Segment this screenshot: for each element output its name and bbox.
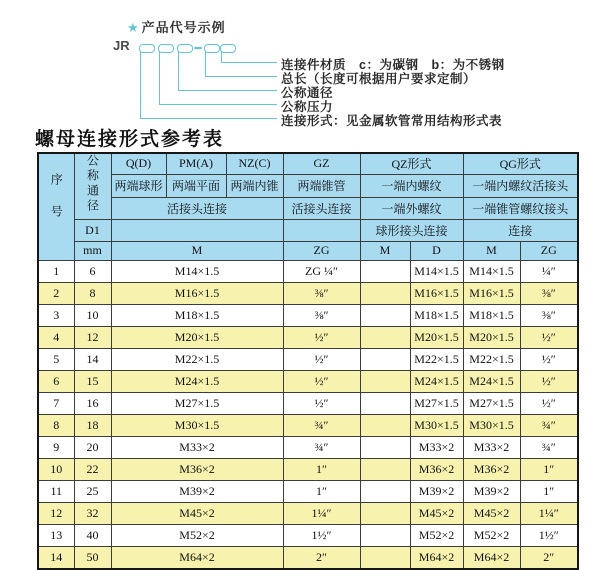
cell-nominal-diameter: 10 [74, 304, 111, 326]
cell-qg-zg: ⅜″ [520, 304, 578, 326]
cell-qz-d: M33×2 [410, 436, 463, 458]
cell-nominal-diameter: 50 [74, 546, 111, 569]
code-prefix: JR [113, 38, 130, 53]
cell-qz-d: M64×2 [410, 546, 463, 569]
table-row [38, 436, 578, 458]
header-qg-zg: ZG [520, 241, 578, 260]
header-qz-end2: 一端外螺纹 [360, 197, 463, 219]
cell-qz-m [360, 436, 410, 458]
header-nominal-diameter-text: 公称通径 [85, 154, 100, 215]
header-pm: PM(A) [166, 153, 226, 174]
header-empty-gz [283, 219, 360, 241]
label-connector-material: 连接件材质 c：为碳钢 b：为不锈钢 [281, 58, 505, 72]
cell-m-thread: M22×1.5 [111, 348, 283, 370]
cell-qg-m: M39×2 [463, 480, 520, 502]
label-total-length: 总长（长度可根据用户要求定制） [281, 72, 477, 86]
table-row [38, 348, 578, 370]
header-nz: NZ(C) [226, 153, 283, 174]
header-serial-text: 序号 [49, 172, 64, 237]
diagram-title [127, 17, 226, 36]
code-box-4 [204, 44, 220, 53]
table-row [38, 480, 578, 502]
connector-line [178, 90, 277, 91]
connector-line [178, 51, 179, 90]
cell-qg-m: M36×2 [463, 458, 520, 480]
connector-line [205, 51, 206, 76]
cell-qz-m [360, 304, 410, 326]
code-box-1 [139, 44, 155, 53]
header-union-connection: 活接头连接 [111, 197, 283, 219]
cell-nominal-diameter: 40 [74, 524, 111, 546]
header-d1: D1 [74, 219, 111, 241]
header-q: Q(D) [111, 153, 166, 174]
cell-nominal-diameter: 22 [74, 458, 111, 480]
header-pm-ends: 两端平面 [166, 174, 226, 197]
cell-nominal-diameter: 18 [74, 414, 111, 436]
cell-serial: 8 [38, 414, 74, 436]
cell-nominal-diameter: 25 [74, 480, 111, 502]
cell-qz-d: M22×1.5 [410, 348, 463, 370]
header-nz-ends: 两端内锥 [226, 174, 283, 197]
connector-line [159, 51, 160, 104]
cell-qg-m: M52×2 [463, 524, 520, 546]
cell-qg-m: M22×1.5 [463, 348, 520, 370]
cell-serial: 9 [38, 436, 74, 458]
header-row-1 [38, 153, 578, 174]
code-separator-dash [194, 47, 202, 49]
cell-qg-m: M14×1.5 [463, 260, 520, 282]
cell-qg-m: M33×2 [463, 436, 520, 458]
cell-qz-m [360, 546, 410, 569]
header-qz-end1: 一端内螺纹 [360, 174, 463, 197]
cell-qz-d: M16×1.5 [410, 282, 463, 304]
cell-qz-m [360, 348, 410, 370]
header-gz-zg: ZG [283, 241, 360, 260]
cell-qg-zg: 1″ [520, 480, 578, 502]
connector-line [140, 51, 141, 118]
cell-gz-zg: ¾″ [283, 436, 360, 458]
header-qz-connection: 球形接头连接 [360, 219, 463, 241]
cell-m-thread: M33×2 [111, 436, 283, 458]
star-icon: ★ [127, 20, 140, 35]
header-qg-connection: 连接 [463, 219, 578, 241]
cell-qz-m [360, 282, 410, 304]
cell-qg-zg: 1¼″ [520, 502, 578, 524]
table-row [38, 370, 578, 392]
cell-gz-zg: ⅜″ [283, 304, 360, 326]
cell-qz-d: M36×2 [410, 458, 463, 480]
cell-nominal-diameter: 6 [74, 260, 111, 282]
cell-qz-d: M20×1.5 [410, 326, 463, 348]
cell-qg-zg: 1½″ [520, 524, 578, 546]
cell-qz-d: M39×2 [410, 480, 463, 502]
header-gz: GZ [283, 153, 360, 174]
cell-gz-zg: 1″ [283, 480, 360, 502]
cell-qg-zg: ½″ [520, 326, 578, 348]
diagram-title-text: 产品代号示例 [141, 20, 226, 35]
table-row [38, 546, 578, 569]
cell-qg-m: M30×1.5 [463, 414, 520, 436]
connector-line [221, 62, 277, 63]
cell-m-thread: M16×1.5 [111, 282, 283, 304]
cell-qz-m [360, 326, 410, 348]
connector-line [140, 118, 277, 119]
cell-serial: 5 [38, 348, 74, 370]
cell-qg-m: M18×1.5 [463, 304, 520, 326]
header-m-span: M [111, 241, 283, 260]
cell-m-thread: M64×2 [111, 546, 283, 569]
cell-gz-zg: 1¼″ [283, 502, 360, 524]
table-row [38, 524, 578, 546]
header-q-ends: 两端球形 [111, 174, 166, 197]
connector-line [159, 104, 277, 105]
cell-qg-m: M45×2 [463, 502, 520, 524]
header-qg-end2: 一端锥管螺纹接头 [463, 197, 578, 219]
table-row [38, 282, 578, 304]
cell-nominal-diameter: 8 [74, 282, 111, 304]
label-connection-form: 连接形式：见金属软管常用结构形式表 [281, 114, 503, 128]
cell-nominal-diameter: 12 [74, 326, 111, 348]
connector-line [221, 51, 222, 62]
cell-gz-zg: 1″ [283, 458, 360, 480]
label-nominal-diameter: 公称通径 [281, 86, 334, 100]
cell-qg-m: M64×2 [463, 546, 520, 569]
table-row [38, 260, 578, 282]
header-row-4 [38, 219, 578, 241]
cell-serial: 1 [38, 260, 74, 282]
cell-nominal-diameter: 15 [74, 370, 111, 392]
cell-m-thread: M20×1.5 [111, 326, 283, 348]
cell-gz-zg: ½″ [283, 392, 360, 414]
header-gz-ends: 两端锥管 [283, 174, 360, 197]
cell-serial: 10 [38, 458, 74, 480]
cell-m-thread: M30×1.5 [111, 414, 283, 436]
table-header [38, 153, 578, 260]
cell-serial: 14 [38, 546, 74, 569]
nut-connection-table [37, 152, 579, 570]
cell-qg-zg: ¾″ [520, 436, 578, 458]
cell-m-thread: M27×1.5 [111, 392, 283, 414]
cell-qg-zg: ½″ [520, 370, 578, 392]
cell-gz-zg: ⅜″ [283, 282, 360, 304]
cell-gz-zg: ½″ [283, 326, 360, 348]
cell-qg-zg: ½″ [520, 348, 578, 370]
cell-nominal-diameter: 20 [74, 436, 111, 458]
cell-gz-zg: ½″ [283, 348, 360, 370]
cell-qg-zg: ⅜″ [520, 282, 578, 304]
cell-nominal-diameter: 16 [74, 392, 111, 414]
cell-qz-m [360, 502, 410, 524]
cell-qz-m [360, 480, 410, 502]
header-unit-mm: mm [74, 241, 111, 260]
cell-serial: 12 [38, 502, 74, 524]
cell-serial: 3 [38, 304, 74, 326]
cell-gz-zg: ZG ¼″ [283, 260, 360, 282]
cell-serial: 6 [38, 370, 74, 392]
cell-qz-m [360, 458, 410, 480]
header-qg-end1: 一端内螺纹活接头 [463, 174, 578, 197]
cell-gz-zg: 2″ [283, 546, 360, 569]
header-qg-m: M [463, 241, 520, 260]
cell-serial: 13 [38, 524, 74, 546]
cell-serial: 4 [38, 326, 74, 348]
table-row [38, 326, 578, 348]
cell-m-thread: M36×2 [111, 458, 283, 480]
header-serial [38, 153, 74, 260]
cell-m-thread: M45×2 [111, 502, 283, 524]
header-row-5 [38, 241, 578, 260]
table-row [38, 304, 578, 326]
cell-qg-m: M27×1.5 [463, 392, 520, 414]
cell-gz-zg: ¾″ [283, 414, 360, 436]
cell-gz-zg: ½″ [283, 370, 360, 392]
table-row [38, 414, 578, 436]
header-qz-m: M [360, 241, 410, 260]
cell-m-thread: M18×1.5 [111, 304, 283, 326]
header-qz-d: D [410, 241, 463, 260]
cell-qg-m: M20×1.5 [463, 326, 520, 348]
header-row-3 [38, 197, 578, 219]
cell-qz-d: M45×2 [410, 502, 463, 524]
cell-qz-m [360, 370, 410, 392]
cell-nominal-diameter: 32 [74, 502, 111, 524]
header-qg: QG形式 [463, 153, 578, 174]
table-title: 螺母连接形式参考表 [35, 129, 225, 150]
cell-gz-zg: 1½″ [283, 524, 360, 546]
cell-qz-d: M30×1.5 [410, 414, 463, 436]
cell-m-thread: M52×2 [111, 524, 283, 546]
cell-qg-zg: 1″ [520, 458, 578, 480]
cell-serial: 2 [38, 282, 74, 304]
cell-m-thread: M24×1.5 [111, 370, 283, 392]
cell-qg-zg: ½″ [520, 392, 578, 414]
label-nominal-pressure: 公称压力 [281, 100, 334, 114]
header-row-2 [38, 174, 578, 197]
header-qz: QZ形式 [360, 153, 463, 174]
table-body [38, 260, 578, 569]
cell-qz-m [360, 260, 410, 282]
cell-qz-m [360, 392, 410, 414]
cell-serial: 11 [38, 480, 74, 502]
cell-m-thread: M14×1.5 [111, 260, 283, 282]
cell-qg-zg: 2″ [520, 546, 578, 569]
cell-m-thread: M39×2 [111, 480, 283, 502]
cell-qz-d: M14×1.5 [410, 260, 463, 282]
header-gz-connection: 活接头连接 [283, 197, 360, 219]
cell-qg-m: M24×1.5 [463, 370, 520, 392]
cell-nominal-diameter: 14 [74, 348, 111, 370]
cell-qz-m [360, 524, 410, 546]
cell-qg-zg: ¼″ [520, 260, 578, 282]
table-row [38, 502, 578, 524]
cell-serial: 7 [38, 392, 74, 414]
table-row [38, 458, 578, 480]
cell-qz-d: M18×1.5 [410, 304, 463, 326]
code-box-3 [177, 44, 193, 53]
cell-qz-d: M24×1.5 [410, 370, 463, 392]
table-row [38, 392, 578, 414]
cell-qg-zg: ¾″ [520, 414, 578, 436]
cell-qz-d: M52×2 [410, 524, 463, 546]
cell-qz-m [360, 414, 410, 436]
cell-qg-m: M16×1.5 [463, 282, 520, 304]
code-box-5 [220, 44, 236, 53]
header-nominal-diameter [74, 153, 111, 219]
cell-qz-d: M27×1.5 [410, 392, 463, 414]
connector-line [205, 76, 277, 77]
code-box-2 [158, 44, 174, 53]
header-empty-m [111, 219, 283, 241]
